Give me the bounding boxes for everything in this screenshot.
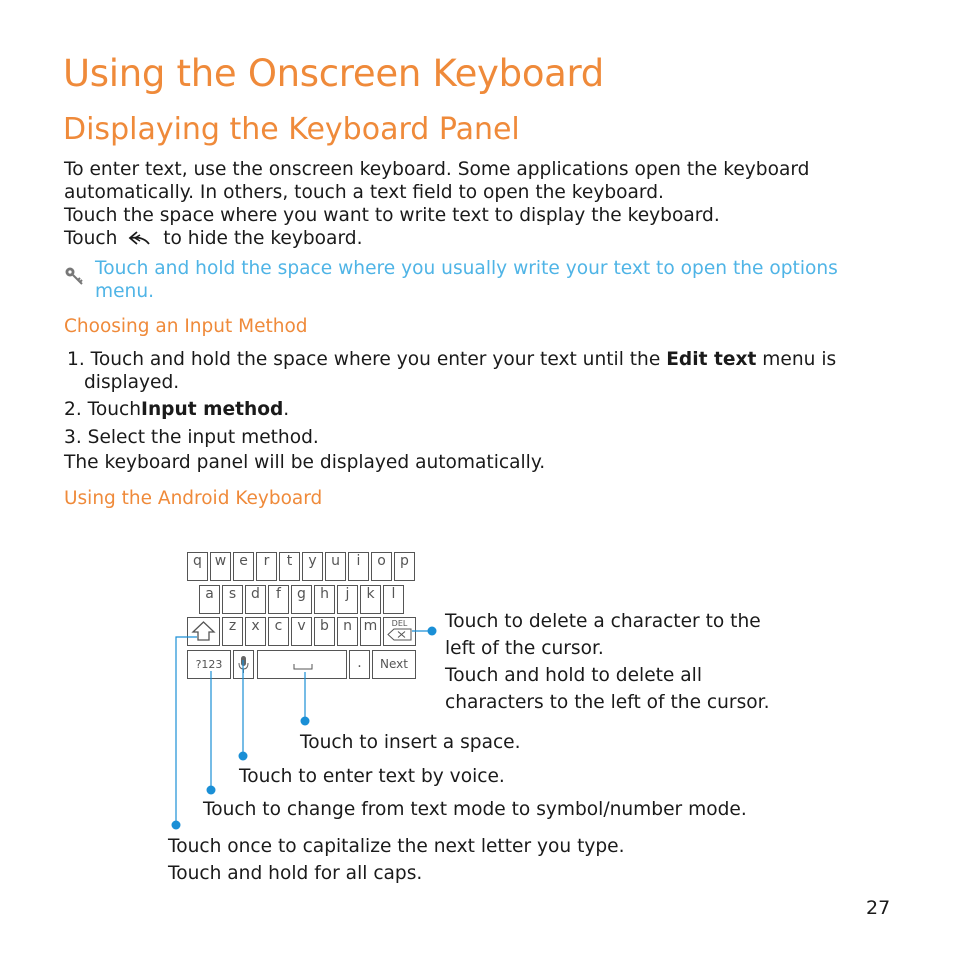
intro-line: To enter text, use the onscreen keyboard. Some applications open the keyboard	[64, 159, 810, 180]
page-number: 27	[866, 897, 891, 919]
step-1-cont: displayed.	[84, 372, 180, 393]
key-y: y	[302, 552, 323, 581]
key-r: r	[256, 552, 277, 581]
key-v: v	[291, 617, 312, 646]
key-j: j	[337, 585, 358, 614]
page-title: Using the Onscreen Keyboard	[63, 52, 604, 95]
key-f: f	[268, 585, 289, 614]
section-heading: Using the Android Keyboard	[64, 488, 323, 509]
callout-dot-shift	[172, 821, 181, 830]
key-q: q	[187, 552, 208, 581]
key-b: b	[314, 617, 335, 646]
key-delete: DEL	[383, 617, 416, 646]
key-symbols: ?123	[187, 650, 231, 679]
intro-line: automatically. In others, touch a text field to open the keyboard.	[64, 182, 664, 203]
symbol-annotation: Touch to change from text mode to symbol/number mode.	[203, 799, 747, 820]
space-annotation: Touch to insert a space.	[300, 732, 521, 753]
key-a: a	[199, 585, 220, 614]
key-w: w	[210, 552, 231, 581]
key-z: z	[222, 617, 243, 646]
shift-annotation: Touch once to capitalize the next letter you type. Touch and hold for all caps.	[168, 836, 625, 884]
key-p: p	[394, 552, 415, 581]
step-1: 1. Touch and hold the space where you enter your text until the Edit text menu is	[67, 349, 837, 370]
key-k: k	[360, 585, 381, 614]
intro-line: Touch the space where you want to write text to display the keyboard.	[64, 205, 720, 226]
voice-annotation: Touch to enter text by voice.	[239, 766, 505, 787]
callout-dot-voice	[239, 752, 248, 761]
key-m: m	[360, 617, 381, 646]
key-period: .	[349, 650, 370, 679]
key-x: x	[245, 617, 266, 646]
callout-dot-delete	[428, 627, 437, 636]
key-l: l	[383, 585, 404, 614]
key-e: e	[233, 552, 254, 581]
key-u: u	[325, 552, 346, 581]
key-h: h	[314, 585, 335, 614]
step-2: 2. TouchInput method.	[64, 399, 290, 420]
section-title: Displaying the Keyboard Panel	[63, 112, 520, 147]
key-t: t	[279, 552, 300, 581]
intro-line: Touch to hide the keyboard.	[64, 228, 363, 249]
key-next: Next	[372, 650, 416, 679]
step-result: The keyboard panel will be displayed automatically.	[64, 452, 546, 473]
key-i: i	[348, 552, 369, 581]
step-3: 3. Select the input method.	[64, 427, 319, 448]
callout-dot-space	[301, 717, 310, 726]
key-o: o	[371, 552, 392, 581]
key-n: n	[337, 617, 358, 646]
section-heading: Choosing an Input Method	[64, 316, 308, 337]
callout-dot-symbols	[207, 786, 216, 795]
key-d: d	[245, 585, 266, 614]
key-c: c	[268, 617, 289, 646]
key-g: g	[291, 585, 312, 614]
delete-annotation: Touch to delete a character to the left of the cursor. Touch and hold to delete all characters to the left of the cursor.	[445, 611, 770, 713]
tip-note: Touch and hold the space where you usually write your text to open the options menu.	[95, 258, 838, 302]
key-s: s	[222, 585, 243, 614]
